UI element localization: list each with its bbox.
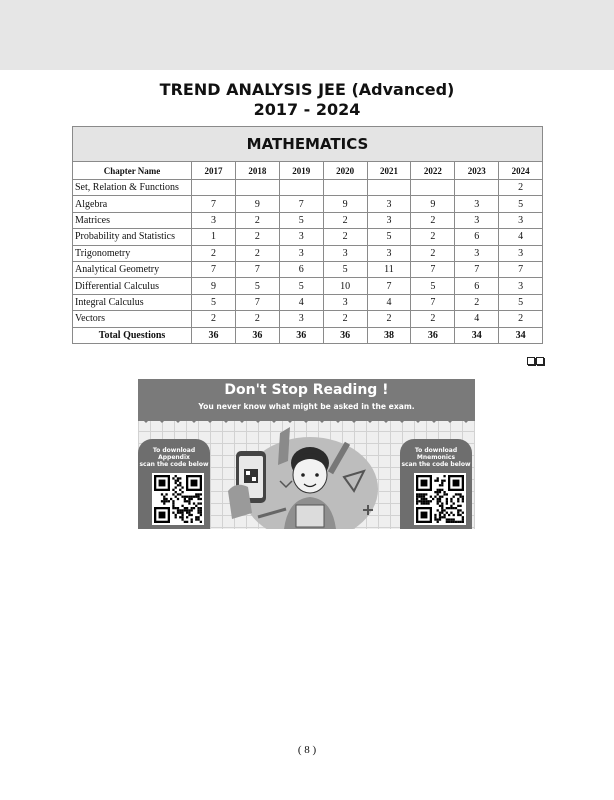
question-count-cell (455, 180, 499, 196)
page-title-years: 2017 - 2024 (253, 100, 361, 119)
total-count-cell: 36 (279, 327, 323, 343)
top-margin-band (0, 0, 614, 70)
page-title: TREND ANALYSIS JEE (Advanced) (159, 80, 455, 99)
question-count-cell: 4 (499, 229, 543, 245)
question-count-cell: 2 (499, 311, 543, 327)
question-count-cell (235, 180, 279, 196)
mnemonics-panel-line2: Mnemonics (416, 454, 456, 461)
question-count-cell: 7 (499, 261, 543, 277)
appendix-download-panel (138, 439, 210, 529)
question-count-cell: 5 (279, 278, 323, 294)
question-count-cell: 3 (279, 245, 323, 261)
chapter-name-cell: Algebra (73, 196, 192, 212)
question-count-cell (279, 180, 323, 196)
question-count-cell: 5 (192, 294, 236, 310)
question-count-cell: 3 (192, 212, 236, 228)
table-row (73, 212, 543, 228)
question-count-cell: 6 (455, 229, 499, 245)
question-count-cell: 2 (323, 229, 367, 245)
question-count-cell: 3 (499, 212, 543, 228)
chapter-name-cell: Set, Relation & Functions (73, 180, 192, 196)
table-row (73, 261, 543, 277)
question-count-cell: 7 (279, 196, 323, 212)
appendix-panel-text (138, 447, 210, 468)
question-count-cell: 3 (455, 245, 499, 261)
appendix-panel-line3: scan the code below (139, 461, 209, 468)
total-count-cell: 34 (455, 327, 499, 343)
chapter-name-cell: Vectors (73, 311, 192, 327)
question-count-cell: 2 (411, 229, 455, 245)
question-count-cell: 9 (411, 196, 455, 212)
question-count-cell: 5 (323, 261, 367, 277)
appendix-qr-code-icon[interactable] (152, 473, 204, 525)
question-count-cell: 2 (235, 311, 279, 327)
question-count-cell: 2 (411, 245, 455, 261)
student-with-phone-illustration (218, 421, 394, 529)
question-count-cell: 2 (192, 245, 236, 261)
question-count-cell: 9 (235, 196, 279, 212)
question-count-cell: 5 (499, 196, 543, 212)
total-count-cell: 38 (367, 327, 411, 343)
chapter-name-cell: Probability and Statistics (73, 229, 192, 245)
question-count-cell: 3 (455, 212, 499, 228)
question-count-cell: 9 (323, 196, 367, 212)
table-body (73, 180, 543, 344)
trend-analysis-table (72, 126, 543, 344)
question-count-cell: 2 (323, 311, 367, 327)
question-count-cell: 6 (279, 261, 323, 277)
question-count-cell: 7 (235, 294, 279, 310)
column-header-year: 2017 (192, 162, 236, 180)
question-count-cell: 7 (367, 278, 411, 294)
total-count-cell: 36 (411, 327, 455, 343)
question-count-cell (192, 180, 236, 196)
total-count-cell: 36 (192, 327, 236, 343)
question-count-cell: 7 (235, 261, 279, 277)
table-row (73, 180, 543, 196)
question-count-cell: 1 (192, 229, 236, 245)
question-count-cell (323, 180, 367, 196)
question-count-cell: 5 (367, 229, 411, 245)
question-count-cell: 2 (455, 294, 499, 310)
chapter-name-cell: Integral Calculus (73, 294, 192, 310)
question-count-cell: 7 (192, 261, 236, 277)
appendix-panel-line2: Appendix (158, 454, 190, 461)
question-count-cell: 7 (455, 261, 499, 277)
question-count-cell: 2 (192, 311, 236, 327)
mnemonics-panel-line1: To download (414, 447, 458, 454)
question-count-cell: 2 (235, 229, 279, 245)
banner-title: Don't Stop Reading ! (224, 382, 389, 398)
question-count-cell: 5 (235, 278, 279, 294)
total-count-cell: 36 (323, 327, 367, 343)
question-count-cell: 4 (455, 311, 499, 327)
question-count-cell (367, 180, 411, 196)
chapter-name-cell: Analytical Geometry (73, 261, 192, 277)
question-count-cell: 5 (279, 212, 323, 228)
question-count-cell: 3 (367, 212, 411, 228)
question-count-cell: 3 (455, 196, 499, 212)
question-count-cell: 2 (323, 212, 367, 228)
chapter-name-cell: Matrices (73, 212, 192, 228)
banner-subtitle: You never know what might be asked in the exam. (198, 402, 415, 411)
question-count-cell: 3 (367, 196, 411, 212)
table-row (73, 196, 543, 212)
appendix-panel-line1: To download (152, 447, 196, 454)
question-count-cell: 3 (323, 245, 367, 261)
mnemonics-panel-line3: scan the code below (401, 461, 471, 468)
total-count-cell: 34 (499, 327, 543, 343)
question-count-cell: 3 (323, 294, 367, 310)
question-count-cell: 3 (279, 311, 323, 327)
mnemonics-qr-code-icon[interactable] (414, 473, 466, 525)
column-header-year: 2023 (455, 162, 499, 180)
question-count-cell: 3 (499, 245, 543, 261)
question-count-cell: 3 (499, 278, 543, 294)
mnemonics-download-panel (400, 439, 472, 529)
total-questions-row (73, 327, 543, 343)
total-count-cell: 36 (235, 327, 279, 343)
question-count-cell: 2 (235, 245, 279, 261)
question-count-cell: 4 (279, 294, 323, 310)
table-row (73, 229, 543, 245)
column-header-year: 2021 (367, 162, 411, 180)
page-number: ( 8 ) (297, 744, 317, 756)
column-header-chapter-name: Chapter Name (73, 162, 192, 180)
question-count-cell: 2 (411, 311, 455, 327)
question-count-cell: 11 (367, 261, 411, 277)
question-count-cell: 7 (411, 261, 455, 277)
table-row (73, 245, 543, 261)
chapter-name-cell: Differential Calculus (73, 278, 192, 294)
question-count-cell: 9 (192, 278, 236, 294)
double-square-end-icon (527, 357, 544, 365)
mnemonics-panel-text (400, 447, 472, 468)
column-header-year: 2019 (279, 162, 323, 180)
question-count-cell: 3 (367, 245, 411, 261)
question-count-cell: 7 (411, 294, 455, 310)
table-row (73, 311, 543, 327)
table-header-row (73, 162, 543, 180)
question-count-cell: 2 (411, 212, 455, 228)
dont-stop-reading-banner (138, 379, 475, 529)
column-header-year: 2020 (323, 162, 367, 180)
column-header-year: 2024 (499, 162, 543, 180)
table-row (73, 294, 543, 310)
question-count-cell: 2 (235, 212, 279, 228)
question-count-cell: 3 (279, 229, 323, 245)
chapter-name-cell: Trigonometry (73, 245, 192, 261)
question-count-cell: 5 (499, 294, 543, 310)
question-count-cell (411, 180, 455, 196)
table-row (73, 278, 543, 294)
column-header-year: 2022 (411, 162, 455, 180)
total-label-cell: Total Questions (73, 327, 192, 343)
question-count-cell: 10 (323, 278, 367, 294)
question-count-cell: 2 (367, 311, 411, 327)
question-count-cell: 6 (455, 278, 499, 294)
column-header-year: 2018 (235, 162, 279, 180)
question-count-cell: 4 (367, 294, 411, 310)
question-count-cell: 5 (411, 278, 455, 294)
question-count-cell: 7 (192, 196, 236, 212)
subject-heading: MATHEMATICS (73, 127, 543, 162)
question-count-cell: 2 (499, 180, 543, 196)
